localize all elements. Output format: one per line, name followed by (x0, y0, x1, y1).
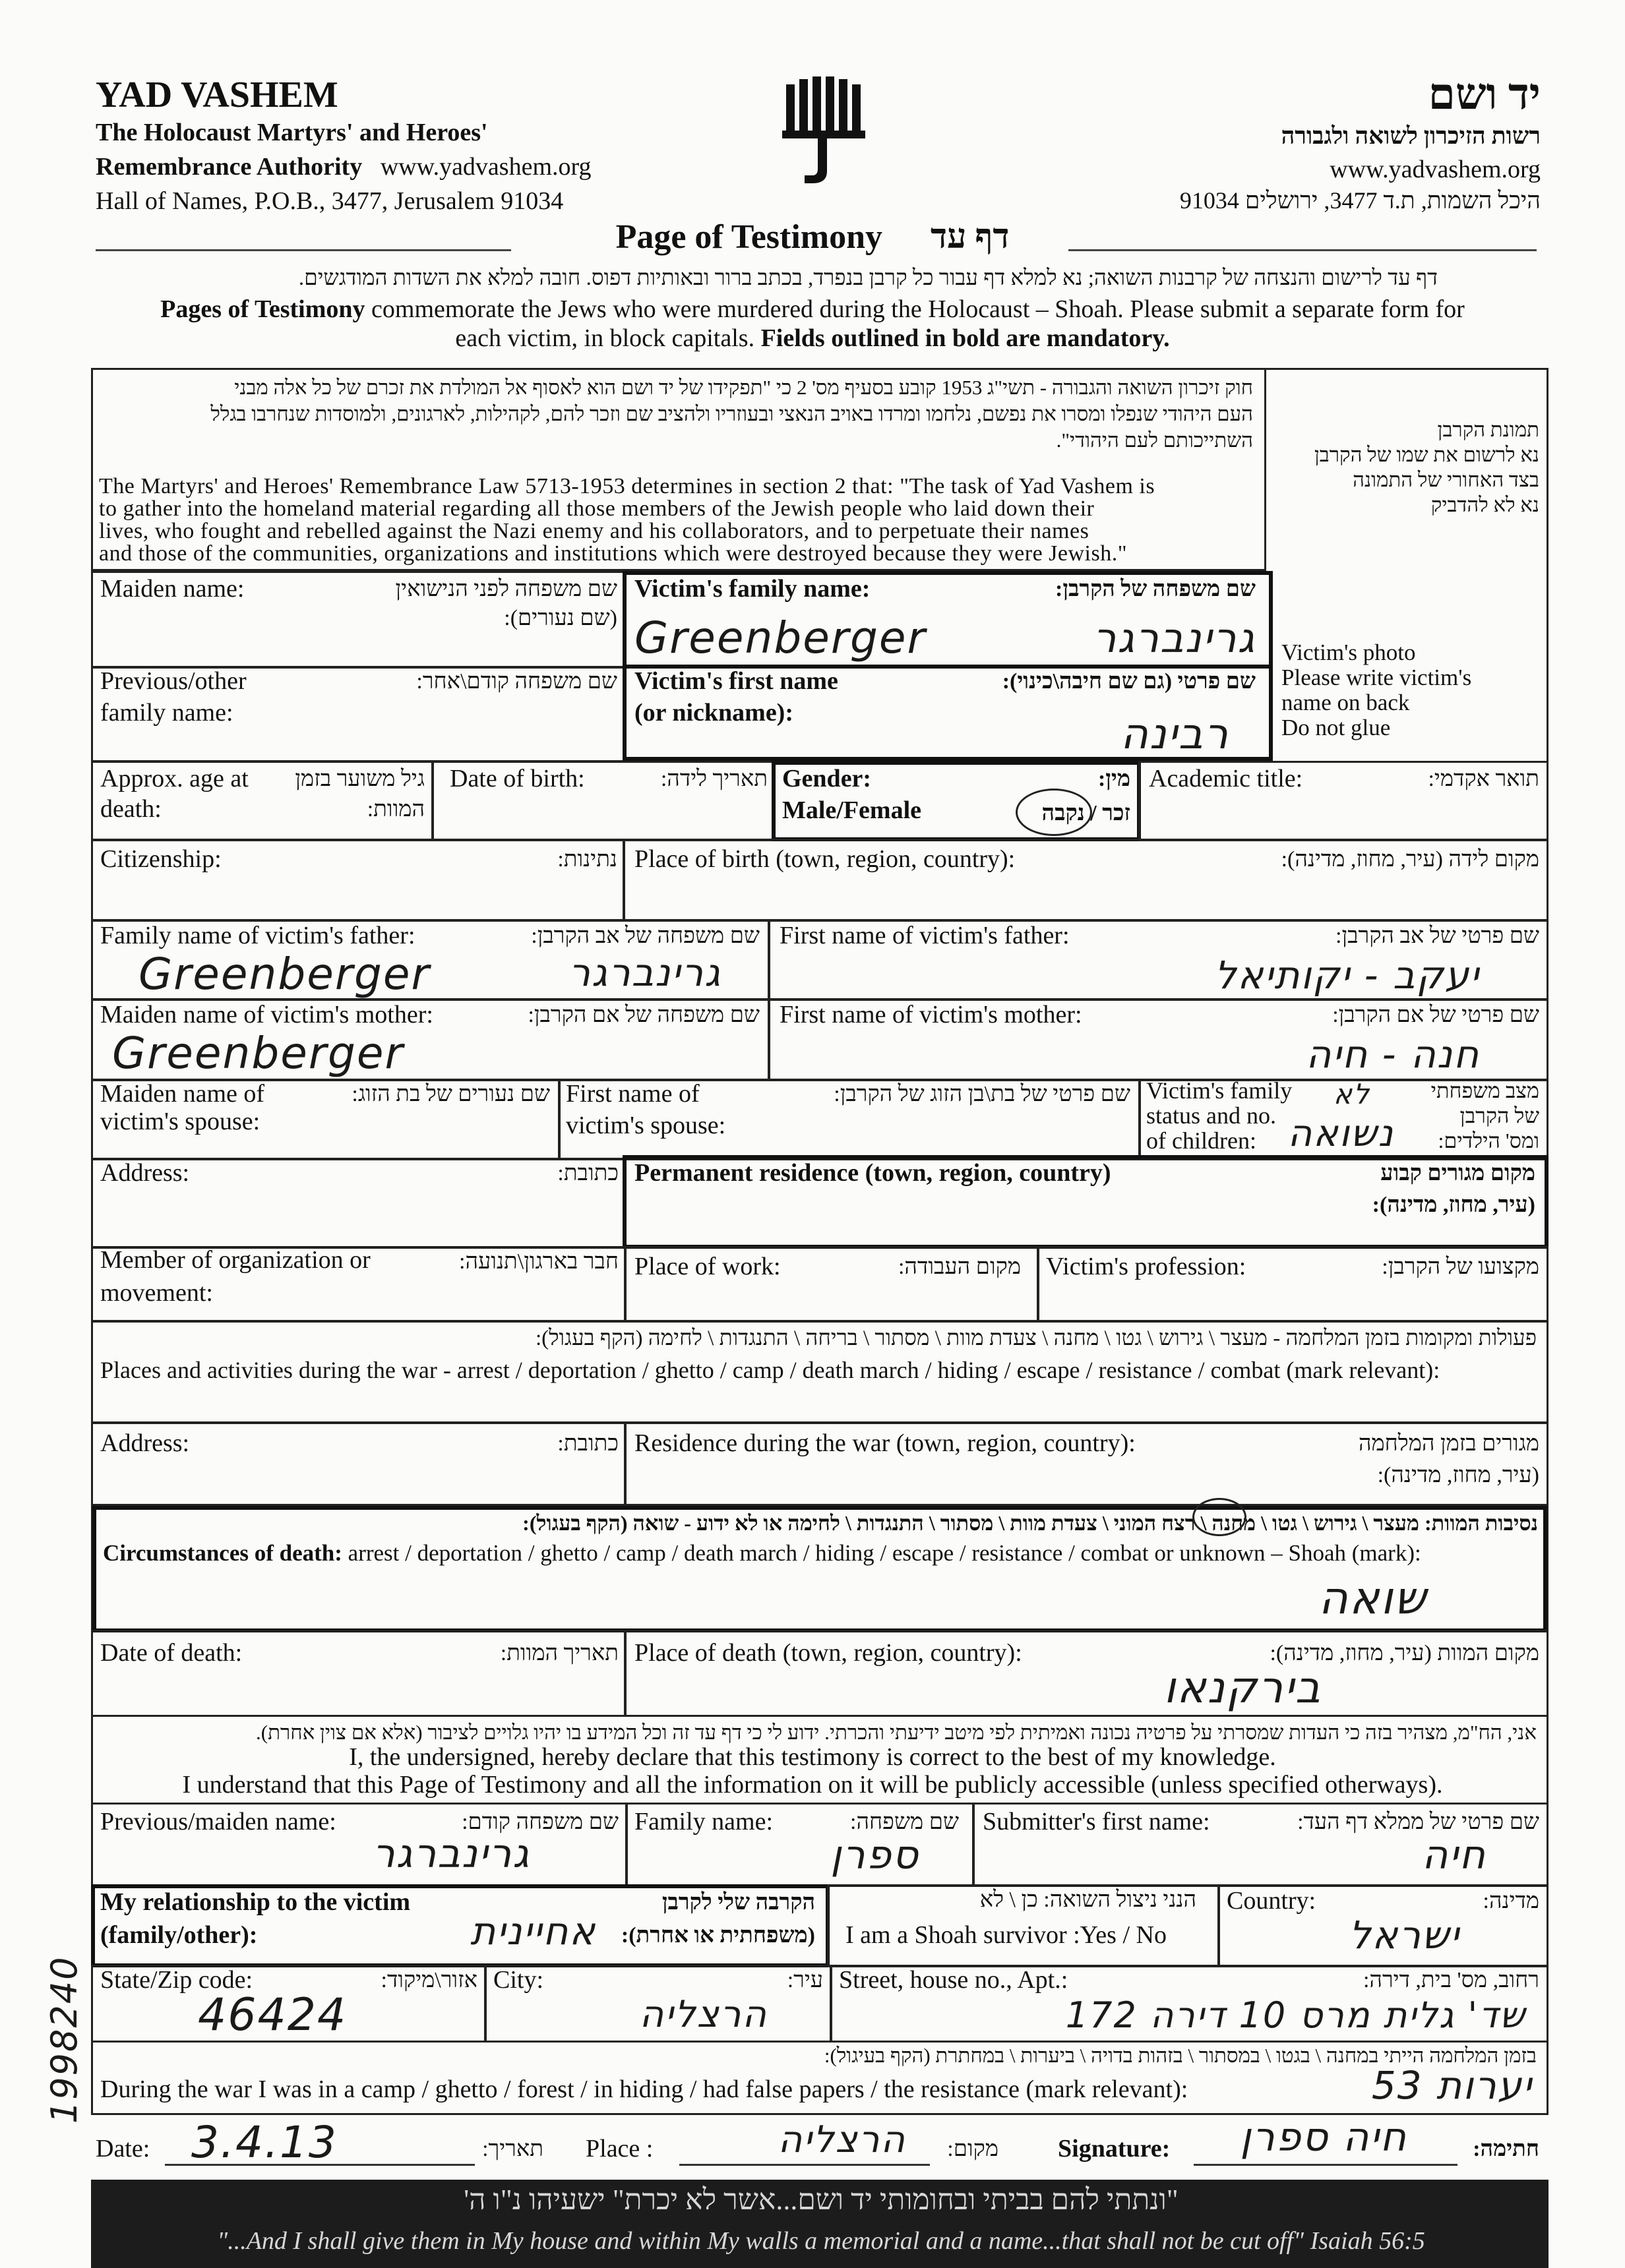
org-subtitle: The Holocaust Martyrs' and Heroes' (96, 119, 488, 146)
maiden-name-label: Maiden name: (100, 575, 245, 603)
he-org-subtitle: רשות הזיכרון לשואה ולגבורה (1281, 123, 1541, 149)
father-first-name-he: שם פרטי של אב הקרבן: (1335, 924, 1539, 948)
relationship-he-1: הקרבה שלי לקרבן (661, 1890, 815, 1915)
margin-number: 1998240 (43, 1955, 85, 2124)
org-name: YAD VASHEM (96, 75, 338, 115)
gender-he: מין: (1097, 767, 1130, 791)
verse-en: "...And I shall give them in My house and within My walls a memorial and a name...that shall not be cut off" Isaiah 56:5 (217, 2227, 1425, 2255)
family-status-value-1: לא (1334, 1078, 1370, 1110)
place-of-death-he: מקום המוות (עיר, מחוז, מדינה): (1270, 1641, 1539, 1665)
address-he: כתובת: (557, 1161, 619, 1185)
age-he-2: המוות: (367, 797, 425, 821)
victim-family-name-value-he: גרינברגר (1093, 614, 1256, 662)
father-family-name-value-en: Greenberger (138, 949, 431, 1000)
father-first-name-label: First name of victim's father: (780, 922, 1070, 949)
relationship-value: אחיינית (470, 1909, 596, 1954)
declaration-he: אני, הח"מ, מצהיר בזה כי העדות שמסרתי על פרטיה נכונה ואמיתית לפי מיטב ידיעתי והכרתי. ידוע לי כי דף עד זה וכל המידע בו יהיו גלויים לציבור (אלא אם צוין אחרת). (256, 1721, 1537, 1744)
street-he: רחוב, מס' בית, דירה: (1363, 1968, 1539, 1992)
city-label: City: (493, 1966, 544, 1994)
victim-first-name-he: שם פרטי (גם שם חיבה\כינוי): (1002, 669, 1256, 694)
org-subtitle-line2 (96, 153, 591, 182)
instructions-line1 (0, 295, 1625, 324)
photo-en-3: name on back (1281, 690, 1410, 715)
spouse-first-he: שם פרטי של בת\בן הזוג של הקרבן: (834, 1082, 1130, 1106)
verse-he: "ונתתי להם בביתי ובחומותי יד ושם...אשר לא יכרת" ישעיהו נ"ו ה' (464, 2184, 1179, 2216)
citizenship-label: Citizenship: (100, 845, 222, 873)
photo-he-3: בצד האחורי של התמונה (1353, 468, 1539, 491)
places-during-war-he: פעולות ומקומות בזמן המלחמה - מעצר \ גירוש \ גטו \ מחנה \ צעדת מוות \ מסתור \ בריחה \ התנגדות \ לחימה (הקף בעגול): (536, 1327, 1537, 1350)
camp-value: יערות 53 (1371, 2063, 1533, 2108)
victim-family-name-label: Victim's family name: (634, 575, 871, 603)
country-label: Country: (1227, 1887, 1316, 1915)
date-he: תאריך: (482, 2137, 543, 2161)
instructions-2a: each victim, in block capitals. (455, 324, 761, 352)
place-of-work-label: Place of work: (634, 1253, 781, 1280)
gender-he-options: זכר / נקבה (1041, 801, 1130, 825)
spouse-first-label-2: victim's spouse: (566, 1112, 726, 1139)
mother-maiden-name-value: Greenberger (112, 1028, 404, 1079)
place-of-birth-he: מקום לידה (עיר, מחוז, מדינה): (1281, 847, 1539, 872)
father-first-name-value: יעקב - יקותיאל (1214, 953, 1480, 998)
organization-label-1: Member of organization or (100, 1246, 371, 1274)
family-status-value-2: נשואה (1287, 1112, 1394, 1155)
profession-label: Victim's profession: (1046, 1253, 1246, 1280)
war-residence-he-2: (עיר, מחוז, מדינה): (1377, 1463, 1539, 1487)
war-residence-he-1: מגורים בזמן המלחמה (1358, 1431, 1539, 1456)
law-en-2: to gather into the homeland material regarding all those members of the Jewish people who laid down their (99, 496, 1095, 521)
gender-label-1: Gender: (782, 765, 872, 792)
submitter-family-label: Family name: (634, 1808, 774, 1835)
mother-maiden-name-label: Maiden name of victim's mother: (100, 1001, 433, 1029)
zip-label: State/Zip code: (100, 1966, 253, 1994)
zip-he: אזור\מיקוד: (381, 1968, 477, 1992)
submitter-family-value: ספרן (830, 1832, 919, 1878)
gender-label-2: Male/Female (782, 796, 922, 824)
organization-he: חבר בארגון\תנועה: (459, 1249, 619, 1274)
dob-he: תאריך לידה: (660, 767, 768, 791)
father-family-name-value-he: גרינברגר (568, 950, 721, 995)
father-family-name-label: Family name of victim's father: (100, 922, 415, 949)
zip-value: 46424 (198, 1989, 348, 2041)
war-residence-label: Residence during the war (town, region, country): (634, 1429, 1136, 1457)
survivor-he: הנני ניצול השואה: כן \ לא (979, 1888, 1196, 1912)
spouse-maiden-label-1: Maiden name of (100, 1080, 265, 1108)
circumstances-he: נסיבות המוות: מעצר \ גירוש \ גטו \ מחנה \ רצח המוני \ צעדת מוות \ מסתור \ התנגדות \ לחימה או לא ידוע - שואה (הקף בעגול): (522, 1511, 1538, 1535)
relationship-label-2: (family/other): (100, 1921, 258, 1949)
family-status-label-2: status and no. (1146, 1102, 1276, 1129)
war-address-he: כתובת: (557, 1431, 619, 1456)
victim-family-name-value-en: Greenberger (634, 612, 927, 663)
circumstances-label: Circumstances of death: (103, 1540, 342, 1566)
declaration-en-2: I understand that this Page of Testimony and all the information on it will be publicly accessible (unless specified otherways). (182, 1771, 1443, 1799)
date-label: Date: (96, 2135, 150, 2163)
place-label: Place : (586, 2135, 654, 2163)
street-label: Street, house no., Apt.: (839, 1966, 1068, 1994)
permanent-residence-he-2: (עיר, מחוז, מדינה): (1372, 1193, 1535, 1217)
maiden-name-he: שם משפחה לפני הנישואין (395, 577, 617, 601)
form-title: Page of Testimony (615, 218, 883, 256)
submitter-previous-he: שם משפחה קודם: (462, 1810, 619, 1834)
street-value: שד' גלית מרס 10 דירה 172 (1065, 1994, 1526, 2036)
law-he-2: העם היהודי שנפלו ומסרו את נפשם, נלחמו ומרדו באויב הנאצי ובעוזריו ולהציב שם וזכר להם, לקהילות, לארגונים, ולמוסדות שנחרבו בגלל (210, 402, 1253, 425)
he-instructions: דף עד לרישום והנצחה של קרבנות השואה; נא למלא דף עבור כל קרבן בנפרד, בכתב ברור ובאותיות דפוס. חובה למלא את השדות המודגשים. (298, 266, 1438, 290)
gender-circle-mark (1016, 789, 1092, 836)
victim-first-name-label-2: (or nickname): (634, 699, 793, 727)
submitter-first-value: חיה (1422, 1832, 1487, 1878)
signature-line (1194, 2164, 1457, 2166)
photo-he-1: תמונת הקרבן (1437, 418, 1539, 441)
city-he: עיר: (787, 1968, 823, 1992)
places-during-war-en: Places and activities during the war - arrest / deportation / ghetto / camp / death march / hiding / escape / resistance / combat (mark relevant): (100, 1357, 1440, 1383)
place-line (679, 2164, 930, 2166)
city-value: הרצליה (639, 1993, 768, 2036)
mother-maiden-name-he: שם משפחה של אם הקרבן: (528, 1003, 760, 1027)
form-title-row (0, 218, 1625, 257)
law-en-1: The Martyrs' and Heroes' Remembrance Law 5713-1953 determines in section 2 that: "The task of Yad Vashem is (99, 474, 1155, 498)
age-label-1: Approx. age at (100, 765, 249, 792)
spouse-maiden-he: שם נעורים של בת הזוג: (352, 1082, 550, 1106)
family-status-label-1: Victim's family (1146, 1077, 1293, 1104)
he-org-name: יד ושם (1428, 71, 1541, 119)
circumstances-en: arrest / deportation / ghetto / camp / death march / hiding / escape / resistance / combat or unknown – Shoah (mark): (342, 1540, 1421, 1566)
relationship-label-1: My relationship to the victim (100, 1888, 411, 1916)
law-en-3: lives, who fought and rebelled against the Nazi enemy and his collaborators, and to perpetuate their names (99, 519, 1089, 543)
he-address: היכל השמות, ת.ד 3477, ירושלים 91034 (1179, 187, 1541, 214)
mother-first-name-he: שם פרטי של אם הקרבן: (1332, 1003, 1539, 1027)
law-he-3: השתייכותם לעם היהודי". (1056, 429, 1253, 452)
signature-value: חיה ספרן (1240, 2114, 1407, 2161)
maiden-name-he2: (שם נעורים): (504, 606, 617, 630)
address-label: Address: (100, 1159, 190, 1187)
place-he: מקום: (947, 2137, 998, 2161)
family-status-he-2: של הקרבן (1459, 1104, 1539, 1127)
place-of-death-value: בירקנאו (1163, 1662, 1322, 1713)
country-value: ישראל (1349, 1913, 1460, 1957)
place-of-death-label: Place of death (town, region, country): (634, 1639, 1022, 1667)
place-of-work-he: מקום העבודה: (898, 1255, 1021, 1279)
permanent-residence-label: Permanent residence (town, region, country) (634, 1159, 1111, 1187)
age-he-1: גיל משוער בזמן (295, 767, 425, 791)
org-website: www.yadvashem.org (380, 153, 592, 181)
instructions-line2 (0, 324, 1625, 353)
instructions-1b: commemorate the Jews who were murdered during the Holocaust – Shoah. Please submit a separate form for (365, 295, 1465, 323)
academic-title-label: Academic title: (1149, 765, 1303, 792)
law-en-4: and those of the communities, organizations and institutions which were destroyed because they were Jewish." (99, 541, 1128, 566)
submitter-previous-value: גרינברגר (372, 1831, 530, 1877)
circumstances-en-row (103, 1540, 1421, 1567)
camp-en: During the war I was in a camp / ghetto / forest / in hiding / had false papers / the resistance (mark relevant): (100, 2075, 1188, 2103)
victim-first-name-label-1: Victim's first name (634, 667, 838, 695)
victim-family-name-he: שם משפחה של הקרבן: (1055, 577, 1256, 601)
dob-label: Date of birth: (450, 765, 585, 792)
survivor-en: I am a Shoah survivor :Yes / No (845, 1921, 1167, 1949)
circumstances-value: שואה (1318, 1572, 1427, 1625)
age-label-2: death: (100, 795, 162, 823)
family-status-label-3: of children: (1146, 1127, 1256, 1154)
mother-first-name-label: First name of victim's mother: (780, 1001, 1082, 1029)
signature-label: Signature: (1058, 2135, 1171, 2163)
mother-first-name-value: חנה - חיה (1306, 1032, 1480, 1077)
family-status-he-3: ומס' הילדים: (1438, 1129, 1539, 1152)
law-he-1: חוק זיכרון השואה והגבורה - תשי"ג 1953 קובע בסעיף מס' 2 כי "תפקידו של יד ושם הוא לאסוף אל המולדת את זכרם של כל אלה מבני (234, 376, 1253, 399)
date-of-death-label: Date of death: (100, 1639, 243, 1667)
declaration-en-1: I, the undersigned, hereby declare that this testimony is correct to the best of my knowledge. (349, 1743, 1276, 1771)
camp-circle-mark (1192, 1498, 1246, 1536)
org-subtitle2: Remembrance Authority (96, 153, 363, 181)
photo-en-4: Do not glue (1281, 715, 1391, 740)
relationship-he-2: (משפחתית או אחרת): (621, 1923, 815, 1948)
yad-vashem-logo (778, 73, 871, 185)
previous-name-label-1: Previous/other (100, 667, 247, 695)
he-website: www.yadvashem.org (1330, 156, 1541, 183)
submitter-previous-label: Previous/maiden name: (100, 1808, 336, 1835)
father-family-name-he: שם משפחה של אב הקרבן: (531, 924, 760, 948)
war-address-label: Address: (100, 1429, 190, 1457)
submitter-first-label: Submitter's first name: (983, 1808, 1210, 1835)
he-form-title: דף עד (931, 218, 1010, 256)
submitter-family-he: שם משפחה: (850, 1810, 959, 1834)
organization-label-2: movement: (100, 1279, 213, 1307)
instructions-2b: Fields outlined in bold are mandatory. (760, 324, 1170, 352)
spouse-first-label-1: First name of (566, 1080, 700, 1108)
permanent-residence-he-1: מקום מגורים קבוע (1380, 1161, 1535, 1185)
victim-first-name-value: רבינה (1120, 710, 1229, 759)
photo-en-2: Please write victim's (1281, 665, 1472, 690)
place-of-birth-label: Place of birth (town, region, country): (634, 845, 1016, 873)
signature-he: חתימה: (1473, 2137, 1539, 2161)
camp-he: בזמן המלחמה הייתי במחנה \ בגטו \ במסתור \ בזהות בדויה \ ביערות \ במחתרת (הקף בעיגול): (824, 2044, 1537, 2067)
instructions-1a: Pages of Testimony (160, 295, 365, 323)
country-he: מדינה: (1483, 1889, 1539, 1913)
submitter-first-he: שם פרטי של ממלא דף העד: (1297, 1810, 1539, 1834)
citizenship-he: נתינות: (557, 847, 617, 872)
date-of-death-he: תאריך המוות: (500, 1641, 619, 1665)
profession-he: מקצועו של הקרבן: (1382, 1255, 1539, 1279)
family-status-he-1: מצב משפחתי (1430, 1079, 1539, 1102)
date-value: 3.4.13 (191, 2117, 338, 2168)
academic-title-he: תואר אקדמי: (1428, 767, 1539, 791)
previous-name-label-2: family name: (100, 699, 233, 727)
photo-he-2: נא לרשום את שמו של הקרבן (1314, 443, 1539, 466)
photo-en-1: Victim's photo (1281, 640, 1416, 665)
photo-he-4: נא לא להדביק (1430, 493, 1539, 516)
previous-name-he: שם משפחה קודם\אחר: (416, 669, 617, 694)
org-address: Hall of Names, P.O.B., 3477, Jerusalem 91034 (96, 187, 564, 215)
place-value: הרצליה (778, 2118, 906, 2161)
spouse-maiden-label-2: victim's spouse: (100, 1108, 261, 1135)
